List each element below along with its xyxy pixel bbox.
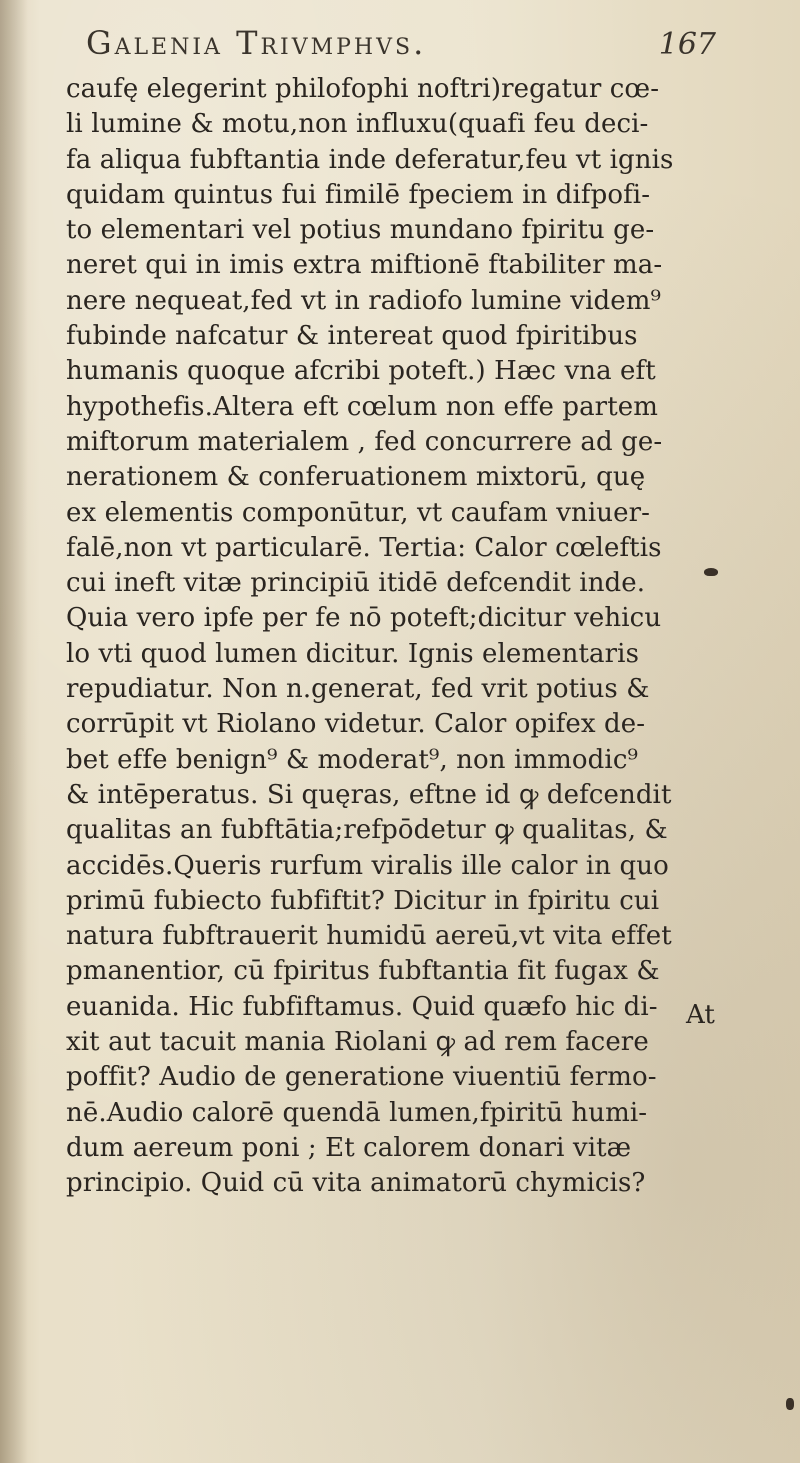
page-header <box>86 18 736 62</box>
text-line: to elementari vel potius mundano fpiritu ge- <box>66 215 655 246</box>
text-line: xit aut tacuit mania Riolani ꝙ ad rem facere <box>66 1027 649 1058</box>
text-line: quidam quintus fui fimilē fpeciem in difpofi- <box>66 179 651 210</box>
text-line: nē.Audio calorē quendā lumen,fpiritū humi- <box>66 1097 648 1128</box>
text-line: natura fubftrauerit humidū aereū,vt vita effet <box>66 921 672 952</box>
text-line: dum aereum poni ; Et calorem donari vitæ <box>66 1132 632 1163</box>
text-line: euanida. Hic fubfiftamus. Quid quæfo hic di- <box>66 991 658 1022</box>
text-line: accidēs.Queris rurfum viralis ille calor in quo <box>66 850 669 881</box>
text-line: repudiatur. Non n.generat, fed vrit potius & <box>66 674 650 705</box>
text-line: qualitas an fubftātia;refpōdetur ꝙ qualitas, & <box>66 815 668 846</box>
text-line: fa aliqua fubftantia inde deferatur,feu vt ignis <box>66 144 674 175</box>
text-line: cui ineft vitæ principiū itidē defcendit inde. <box>66 568 646 599</box>
text-line: nere nequeat,fed vt in radiofo lumine videm⁹ <box>66 285 661 316</box>
text-line: fubinde nafcatur & intereat quod fpiritibus <box>66 321 638 352</box>
text-line: li lumine & motu,non influxu(quafi feu deci- <box>66 109 649 140</box>
text-line: & intēperatus. Si quęras, eftne id ꝙ defcendit <box>66 779 672 810</box>
text-line: falē,non vt particularē. Tertia: Calor cœleftis <box>66 532 662 563</box>
text-line: hypothefis.Altera eft cœlum non effe partem <box>66 391 659 422</box>
text-line: Quia vero ipfe per fe nō poteft;dicitur vehicu <box>66 603 662 634</box>
margin-ink-mark <box>704 568 718 576</box>
text-line: neret qui in imis extra miftionē ftabiliter ma- <box>66 250 663 281</box>
text-line: poffit? Audio de generatione viuentiū fermo- <box>66 1062 657 1093</box>
text-line: nerationem & conferuationem mixtorū, quę <box>66 462 646 493</box>
text-line: ex elementis componūtur, vt caufam vniuer- <box>66 497 651 528</box>
text-line: humanis quoque afcribi poteft.) Hæc vna eft <box>66 356 656 387</box>
text-line: miftorum materialem , fed concurrere ad ge- <box>66 426 663 457</box>
text-line: bet effe benign⁹ & moderat⁹, non immodic⁹ <box>66 744 638 775</box>
text-line: primū fubiecto fubfiftit? Dicitur in fpiritu cui <box>66 885 660 916</box>
body-text <box>66 72 706 1202</box>
text-line: caufę elegerint philofophi noftri)regatur cœ- <box>66 74 660 104</box>
page-number: 167 <box>658 27 716 62</box>
text-line: lo vti quod lumen dicitur. Ignis elementaris <box>66 638 640 669</box>
text-line: principio. Quid cū vita animatorū chymicis? <box>66 1168 646 1199</box>
catchword: At <box>686 1000 715 1030</box>
gutter-shadow <box>0 0 28 1463</box>
running-title: Galenia Trivmphvs. <box>86 24 427 62</box>
ink-blot <box>786 1398 794 1410</box>
text-line: pmanentior, cū fpiritus fubftantia fit fugax & <box>66 956 660 987</box>
text-line: corrūpit vt Riolano videtur. Calor opifex de- <box>66 709 646 740</box>
